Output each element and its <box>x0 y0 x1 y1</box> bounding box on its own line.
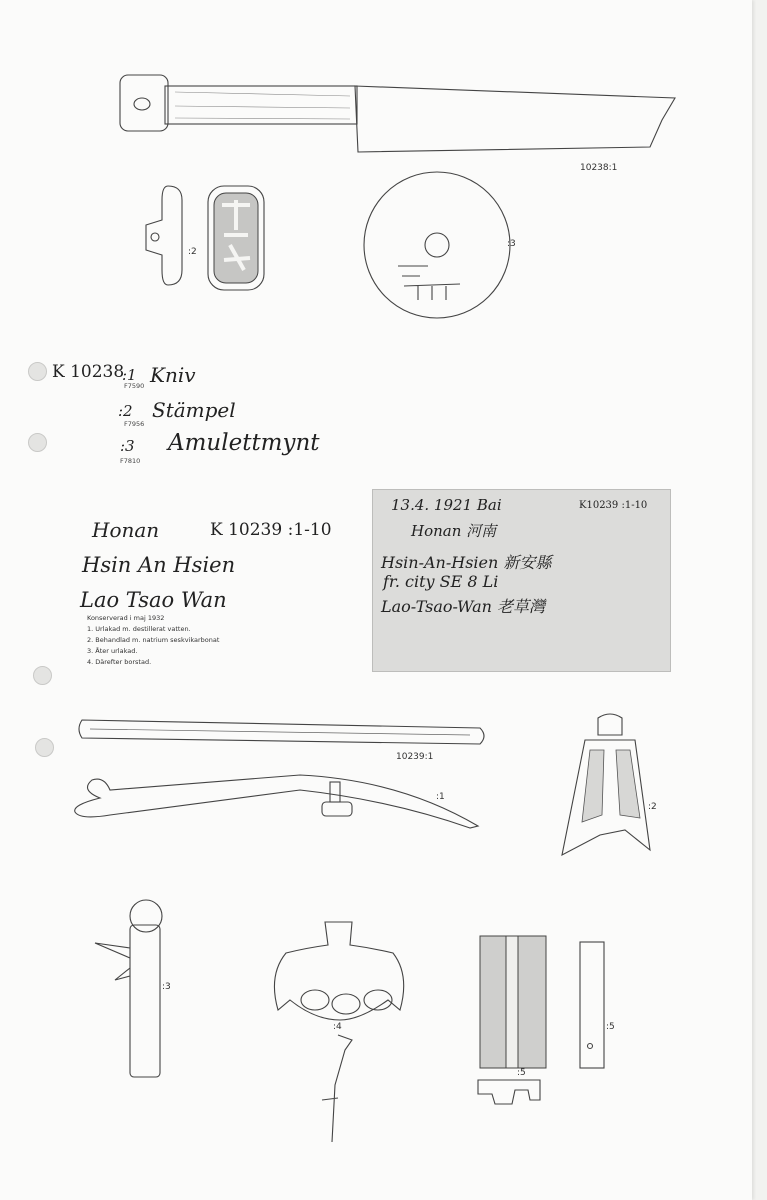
knife-label: 10238:1 <box>580 163 618 173</box>
catalog-number: K 10238 <box>52 362 125 382</box>
hook-bottom-drawing <box>75 775 478 828</box>
plaque-drawing <box>274 922 403 1142</box>
conservation-step: 4. Därefter borstad. <box>87 658 152 666</box>
card-county: Hsin-An-Hsien 新安縣 <box>381 553 552 572</box>
catalog-item-name-2: Stämpel <box>152 398 236 422</box>
provenance-village: Lao Tsao Wan <box>80 588 227 612</box>
catalog-item-code-1: F7590 <box>124 382 145 390</box>
conservation-step: 1. Urlakad m. destillerat vatten. <box>87 625 191 633</box>
hook-top-drawing <box>79 720 484 744</box>
block-label: :5 <box>517 1068 526 1078</box>
conservation-notes <box>87 613 219 668</box>
catalog-item-code-2: F7956 <box>124 420 145 428</box>
card-ref: K10239 :1-10 <box>579 500 648 511</box>
knife-drawing <box>120 75 675 152</box>
provenance-ref: K 10239 :1-10 <box>210 520 332 540</box>
strip-drawing <box>580 942 604 1068</box>
rod-label: :3 <box>162 982 171 992</box>
card-distance: fr. city SE 8 Li <box>383 572 499 591</box>
catalog-item-index-3: :3 <box>120 437 135 455</box>
stamp-side-drawing <box>146 186 182 285</box>
catalog-item-index-2: :2 <box>118 402 133 420</box>
catalog-item-name-1: Kniv <box>150 363 196 387</box>
strip-label: :5 <box>606 1022 615 1032</box>
coin-drawing <box>364 172 510 318</box>
block-drawing <box>478 936 546 1104</box>
card-village: Lao-Tsao-Wan 老草灣 <box>381 597 546 616</box>
card-date: 13.4. 1921 Bai <box>391 496 502 514</box>
catalog-item-name-3: Amulettmynt <box>168 430 320 456</box>
coin-label: :3 <box>507 239 516 249</box>
bell-label: :2 <box>648 802 657 812</box>
field-card <box>372 489 671 672</box>
conservation-title: Konserverad i maj 1932 <box>87 614 165 622</box>
hook-top-label: 10239:1 <box>396 752 434 762</box>
plaque-label: :4 <box>333 1022 342 1032</box>
hook-bottom-label: :1 <box>436 792 445 802</box>
stamp-label: :2 <box>188 247 197 257</box>
catalog-item-index-1: :1 <box>122 366 137 384</box>
conservation-step: 3. Åter urlakad. <box>87 647 138 655</box>
conservation-step: 2. Behandlad m. natrium seskvikarbonat <box>87 636 220 644</box>
provenance-province: Honan <box>92 518 160 542</box>
provenance-county: Hsin An Hsien <box>82 553 236 577</box>
stamp-face-drawing <box>208 186 264 290</box>
rod-drawing <box>95 900 162 1077</box>
bell-drawing <box>562 714 650 855</box>
card-province: Honan 河南 <box>411 522 497 540</box>
catalog-item-code-3: F7810 <box>120 457 141 465</box>
